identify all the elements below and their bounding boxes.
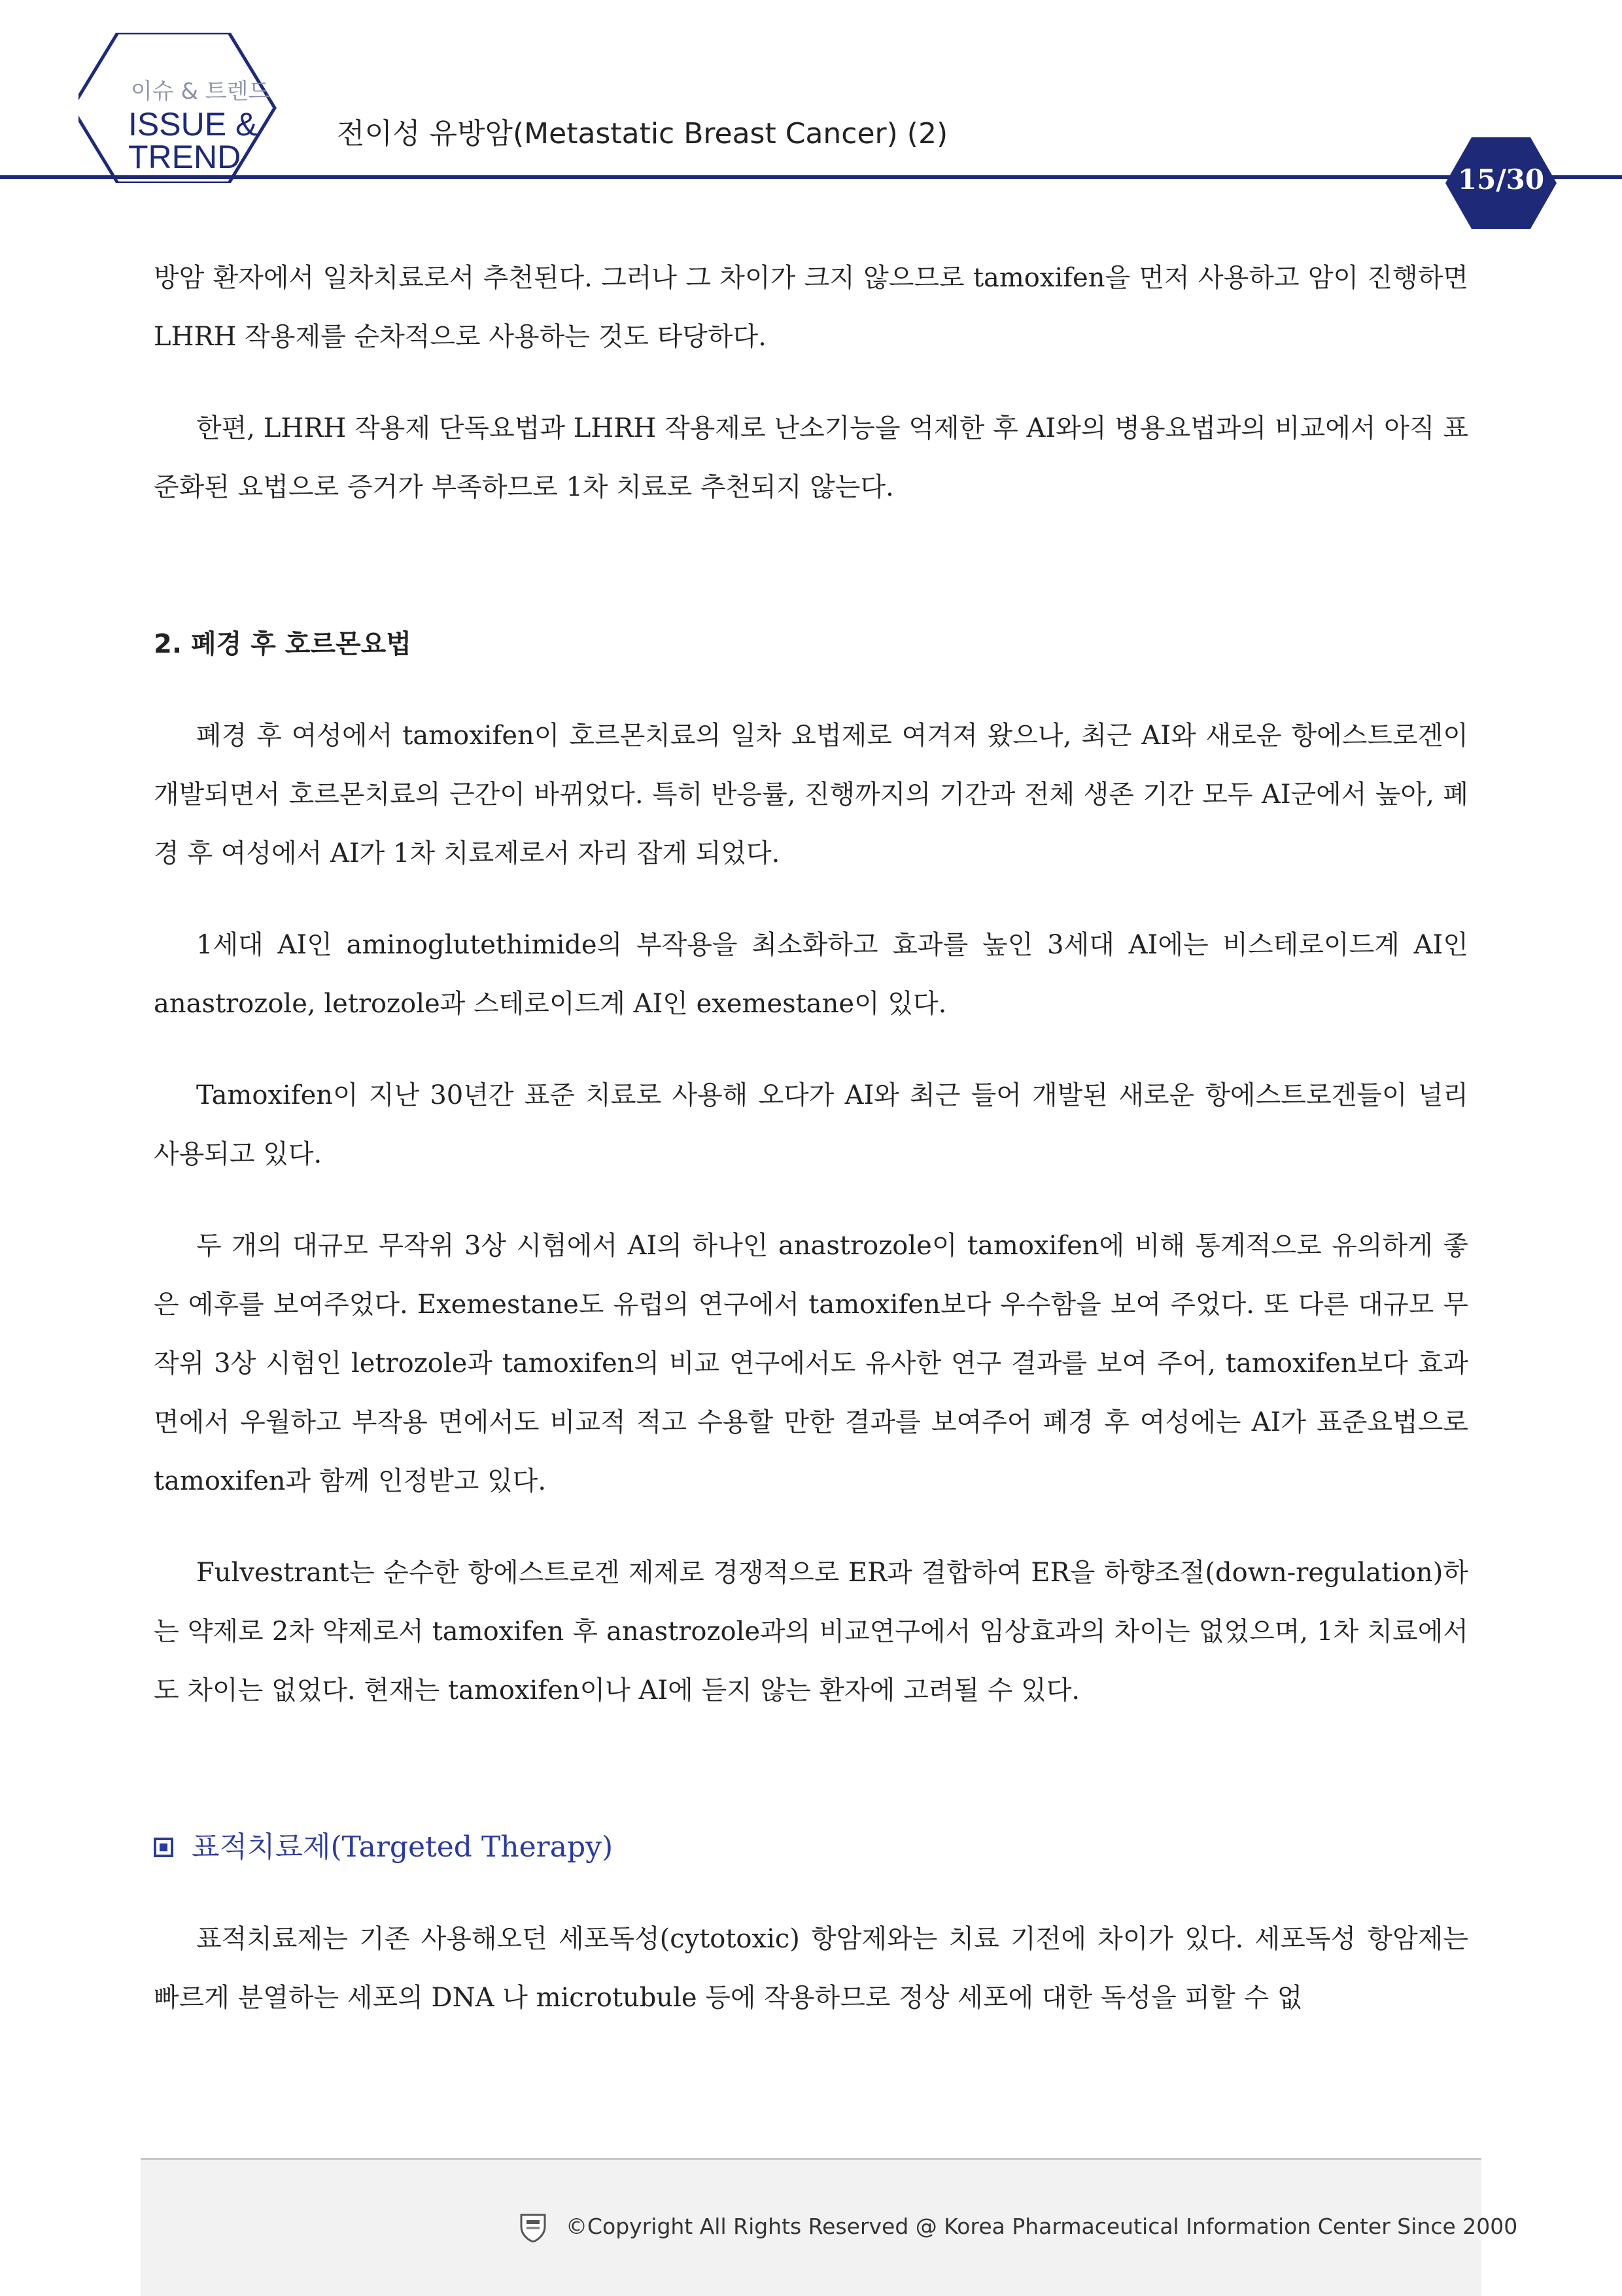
article-body [154,248,1468,2027]
kpic-shield-icon [520,2212,546,2242]
header-rule [0,175,1622,179]
paragraph: 두 개의 대규모 무작위 3상 시험에서 AI의 하나인 anastrozole이 tamoxifen에 비해 통계적으로 유의하게 좋은 예후를 보여주었다. Exemestane도 유럽의 연구에서 tamoxifen보다 우수함을 보여 주었다. 또 다른 대규모 무작위 3상 시험인 letrozole과 tamoxifen의 비교 연구에서도 유사한 연구 결과를 보여 주어, tamoxifen보다 효과 면에서 우월하고 부작용 면에서도 비교적 적고 수용할 만한 결과를 보여주어 폐경 후 여성에는 AI가 표준요법으로 tamoxifen과 함께 인정받고 있다. [154,1231,1468,1496]
paragraph: 표적치료제는 기존 사용해오던 세포독성(cytotoxic) 항암제와는 치료 기전에 차이가 있다. 세포독성 항암제는 빠르게 분열하는 세포의 DNA 나 microtubule 등에 작용하므로 정상 세포에 대한 독성을 피할 수 없 [154,1924,1468,2013]
page-number: 15/30 [1457,163,1545,196]
footer [141,2158,1518,2296]
paragraph: 방암 환자에서 일차치료로서 추천된다. 그러나 그 차이가 크지 않으므로 tamoxifen을 먼저 사용하고 암이 진행하면 LHRH 작용제를 순차적으로 사용하는 것도 타당하다. [154,263,1468,352]
paragraph: 폐경 후 여성에서 tamoxifen이 호르몬치료의 일차 요법제로 여겨져 왔으나, 최근 AI와 새로운 항에스트로겐이 개발되면서 호르몬치료의 근간이 바뀌었다. 특히 반응률, 진행까지의 기간과 전체 생존 기간 모두 AI군에서 높아, 폐경 후 여성에서 AI가 1차 치료제로서 자리 잡게 되었다. [154,721,1468,868]
paragraph: 한편, LHRH 작용제 단독요법과 LHRH 작용제로 난소기능을 억제한 후 AI와의 병용요법과의 비교에서 아직 표준화된 요법으로 증거가 부족하므로 1차 치료로 추천되지 않는다. [154,413,1468,502]
badge-title-line2: TREND [128,139,241,175]
subsection-heading: 2. 폐경 후 호르몬요법 [154,629,411,659]
section-heading-text: 표적치료제(Targeted Therapy) [192,1830,613,1864]
section-heading [154,1818,1468,1877]
square-bullet-icon [154,1838,173,1857]
document-title: 전이성 유방암(Metastatic Breast Cancer) (2) [337,117,948,150]
paragraph: Fulvestrant는 순수한 항에스트로겐 제제로 경쟁적으로 ER과 결합하여 ER을 하향조절(down-regulation)하는 약제로 2차 약제로서 tamoxifen 후 anastrozole과의 비교연구에서 임상효과의 차이는 없었으며, 1차 치료에서도 차이는 없었다. 현재는 tamoxifen이나 AI에 듣지 않는 환자에 고려될 수 있다. [154,1558,1468,1705]
badge-category-label: 이슈 & 트렌드 [131,78,270,105]
paragraph: Tamoxifen이 지난 30년간 표준 치료로 사용해 오다가 AI와 최근 들어 개발된 새로운 항에스트로겐들이 널리 사용되고 있다. [154,1080,1468,1169]
copyright-text: ©Copyright All Rights Reserved @ Korea Pharmaceutical Information Center Since 2000 [566,2214,1518,2239]
badge-title-line1: ISSUE & [128,106,258,143]
paragraph: 1세대 AI인 aminoglutethimide의 부작용을 최소화하고 효과를 높인 3세대 AI에는 비스테로이드계 AI인 anastrozole, letrozole과 스테로이드계 AI인 exemestane이 있다. [154,930,1468,1019]
